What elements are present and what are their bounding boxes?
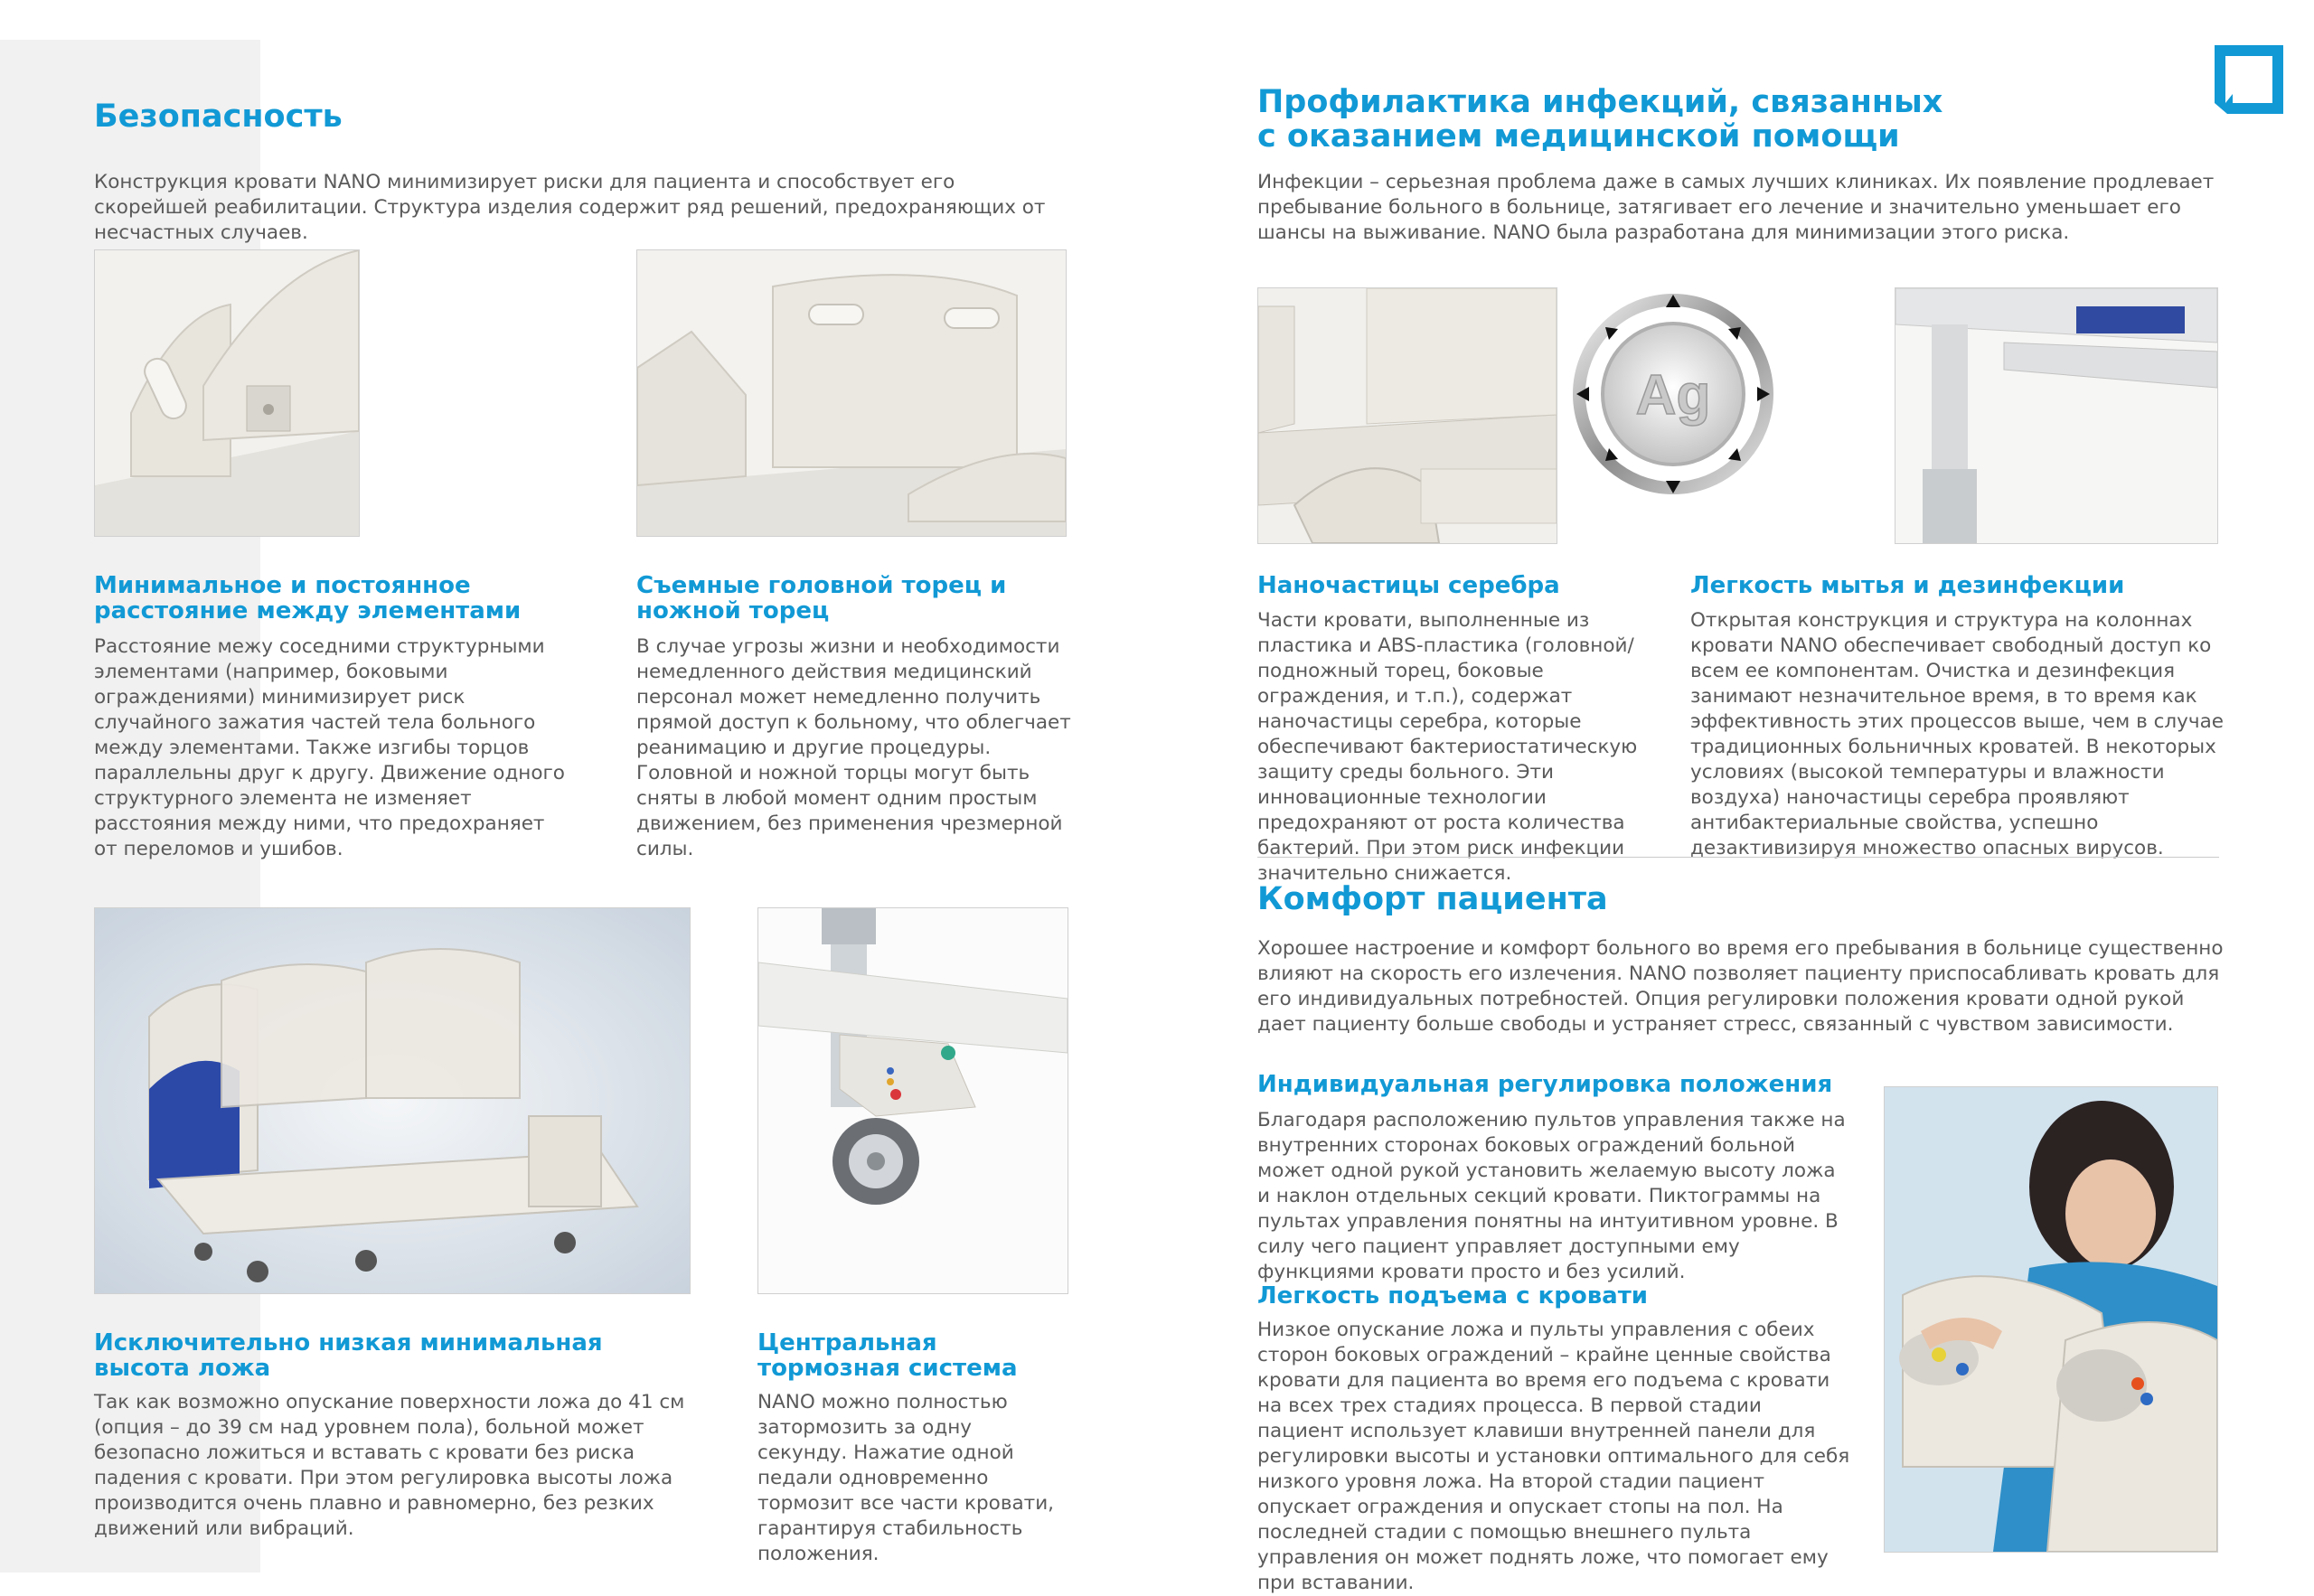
brake-heading: Центральная тормозная система xyxy=(757,1329,1018,1382)
removable-headboard-photo xyxy=(636,249,1067,537)
cleaning-text: Открытая конструкция и структура на колоннах кровати NANO обеспечивает свободный доступ ко всем ее компонентам. Очистка и дезинфекция занимают незначительное время, в то время как эффективность этих процессов выше, чем в случае традиционных больничных кроватей. В некоторых условиях (высокой температуры и влажности воздуха) наночастицы серебра проявляют антибактериальные свойства, успешно дезактивизируя множество опасных вирусов. xyxy=(1690,609,2224,859)
low-height-text: Так как возможно опускание поверхности ложа до 41 см (опция – до 39 см над уровнем пола), больной может безопасно ложиться и вставать с кровати без риска падения с кровати. При этом регулировка высоты ложа производится очень плавно и равномерно, без резких движений или вибраций. xyxy=(94,1391,685,1540)
safety-heading: Безопасность xyxy=(94,99,343,135)
side-rails-distance-photo xyxy=(94,249,360,537)
comfort-intro: Хорошее настроение и комфорт больного во время его пребывания в больнице существенно влияют на скорость его излечения. NANO позволяет пациенту приспосабливать кровать для его индивидуальных потребностей. Опция регулировки положения кровати одной рукой дает пациенту больше свободы и устраняет стресс, связанный с чувством зависимости. xyxy=(1257,937,2224,1036)
cleaning-heading: Легкость мытья и дезинфекции xyxy=(1690,572,2125,599)
low-bed-height-photo xyxy=(94,907,691,1294)
patient-control-panel-photo xyxy=(1884,1086,2218,1553)
infection-intro: Инфекции – серьезная проблема даже в самых лучших клиниках. Их появление продлевает пребывание больного в больнице, затягивает его лечение и значительно уменьшает его шансы на выживание. NANO была разработана для минимизации этого риска. xyxy=(1257,171,2215,244)
ag-label: Ag xyxy=(1635,364,1711,427)
position-text: Благодаря расположению пультов управления также на внутренних сторонах боковых ограждений больной может одной рукой установить желаемую высоту ложа и наклон отдельных секций кровати. Пиктограммы на пультах управления понятны на интуитивном уровне. В силу чего пациент управляет доступными ему функциями кровати просто и без усилий. xyxy=(1257,1109,1846,1283)
infection-heading: Профилактика инфекций, связанных с оказанием медицинской помощи xyxy=(1257,84,1943,155)
low-height-heading: Исключительно низкая минимальная высота ложа xyxy=(94,1329,603,1382)
position-heading: Индивидуальная регулировка положения xyxy=(1257,1071,1833,1098)
brand-logo xyxy=(2213,43,2285,116)
silver-heading: Наночастицы серебра xyxy=(1257,572,1560,599)
speech-square-logo-icon xyxy=(2213,43,2285,116)
silver-text: Части кровати, выполненные из пластика и ABS-пластика (головной/подножный торец, боковые ограждения, и т.п.), содержат наночастицы серебра, которые обеспечивают бактериостатическую защиту среды больного. Эти инновационные технологии предохраняют от роста количества бактерий. При этом риск инфекции значительно снижается. xyxy=(1257,609,1638,885)
ag-silver-emblem xyxy=(1573,291,1773,497)
min-distance-heading: Минимальное и постоянное расстояние между элементами xyxy=(94,572,522,624)
removable-ends-heading: Съемные головной торец и ножной торец xyxy=(636,572,1007,624)
safety-intro: Конструкция кровати NANO минимизирует риски для пациента и способствует его скорейшей реабилитации. Структура изделия содержит ряд решений, предохраняющих от несчастных случаев. xyxy=(94,171,1046,244)
silver-nanoparticles-bed-photo xyxy=(1257,287,1557,544)
getting-up-text: Низкое опускание ложа и пульты управления с обеих сторон боковых ограждений – крайне ценные свойства кровати для пациента во время его подъема с кровати на всех трех стадиях процесса. В первой стадии пациент использует клавиши внутренней панели для регулировки высоты и установки оптимального для себя низкого уровня ложа. На второй стадии пациент опускает ограждения и опускает стопы на пол. На последней стадии с помощью внешнего пульта управления он может поднять ложе, что помогает ему при вставании. xyxy=(1257,1319,1850,1594)
getting-up-heading: Легкость подъема с кровати xyxy=(1257,1282,1649,1310)
column-structure-photo xyxy=(1895,287,2218,544)
brake-text: NANO можно полностью затормозить за одну секунду. Нажатие одной педали одновременно тормозит все части кровати, гарантируя стабильность положения. xyxy=(757,1391,1055,1565)
central-brake-photo xyxy=(757,907,1068,1294)
removable-ends-text: В случае угрозы жизни и необходимости немедленного действия медицинский персонал может немедленно получить прямой доступ к больному, что облегчает реанимацию и другие процедуры. Головной и ножной торцы могут быть сняты в любой момент одним простым движением, без применения чрезмерной силы. xyxy=(636,635,1071,860)
comfort-heading: Комфорт пациента xyxy=(1257,881,1608,917)
section-divider xyxy=(1257,857,2219,858)
min-distance-text: Расстояние межу соседними структурными элементами (например, боковыми ограждениями) минимизирует риск случайного зажатия частей тела больного между элементами. Также изгибы торцов параллельны друг к другу. Движение одного структурного элемента не изменяет расстояния между ними, что предохраняет от переломов и ушибов. xyxy=(94,635,565,860)
